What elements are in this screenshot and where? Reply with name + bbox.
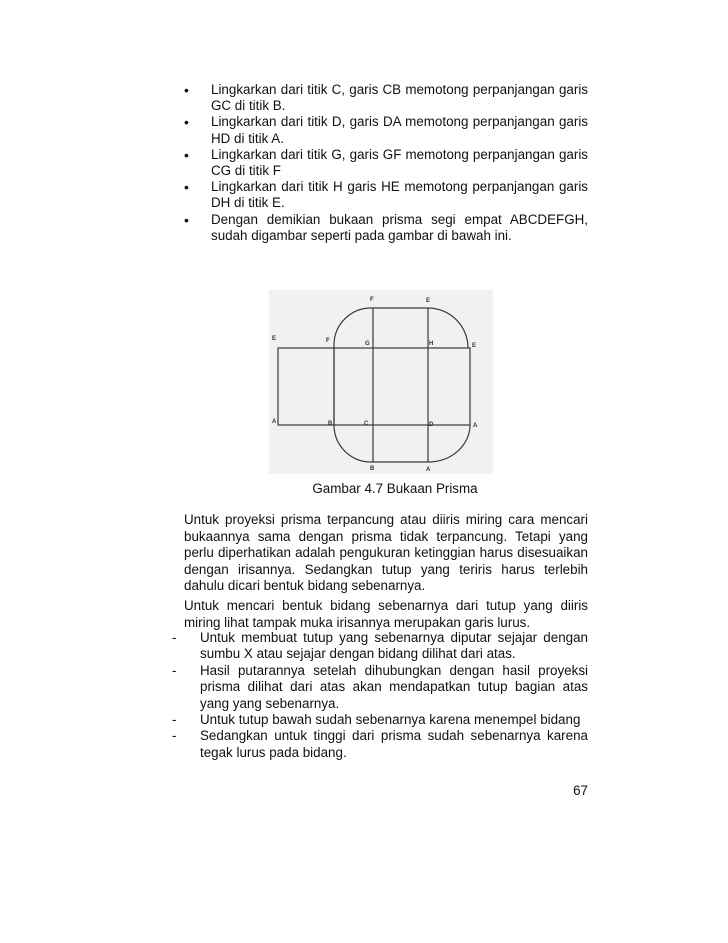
bullet-item <box>184 82 588 114</box>
dash-item <box>172 630 588 663</box>
label-b-bottom: B <box>370 466 375 472</box>
bullet-text: • Lingkarkan dari titik C, garis CB memotong perpanjangan garis GC di titik B. <box>211 82 588 114</box>
page-number: 67 <box>573 783 588 798</box>
dash-item <box>172 712 588 728</box>
label-e-left: E <box>272 336 277 342</box>
paragraph-true-shape: Untuk mencari bentuk bidang sebenarnya dari tutup yang diiris miring lihat tampak muka irisannya merupakan garis lurus. <box>184 598 588 630</box>
dash-item-text: Sedangkan untuk tinggi dari prisma sudah sebenarnya karena tegak lurus pada bidang. <box>200 728 588 760</box>
dash-item <box>172 663 588 712</box>
label-e-right: E <box>472 343 477 349</box>
figure-caption: Gambar 4.7 Bukaan Prisma <box>312 481 478 496</box>
label-g: G <box>365 341 370 347</box>
dash-item-text: Untuk tutup bawah sudah sebenarnya karena menempel bidang <box>200 712 581 728</box>
bullet-item <box>184 179 588 211</box>
bullet-text: • Lingkarkan dari titik H garis HE memotong perpanjangan garis DH di titik E. <box>211 179 588 211</box>
label-d: D <box>429 422 434 428</box>
dash-item <box>172 728 588 761</box>
bullet-text: • Lingkarkan dari titik D, garis DA memotong perpanjangan garis HD di titik A. <box>211 114 588 146</box>
steps-dash-list <box>172 630 588 761</box>
instruction-bullet-list <box>184 82 588 244</box>
label-b-mid: B <box>328 421 333 427</box>
prism-net-diagram <box>269 290 493 474</box>
bullet-text: • Lingkarkan dari titik G, garis GF memotong perpanjangan garis CG di titik F <box>211 146 588 179</box>
bullet-text: • Dengan demikian bukaan prisma segi empat ABCDEFGH, sudah digambar seperti pada gambar di bawah ini. <box>211 211 588 243</box>
label-e-top: E <box>426 298 431 304</box>
label-f-mid: F <box>326 338 330 344</box>
dash-item-text: Hasil putarannya setelah dihubungkan dengan hasil proyeksi prisma dilihat dari atas akan mendapatkan tutup bagian atas yang yang sebenarnya. <box>200 662 588 711</box>
label-a-left: A <box>272 419 277 425</box>
bullet-item <box>184 147 588 179</box>
figure-background <box>269 290 493 474</box>
dash-item-text: Untuk membuat tutup yang sebenarnya diputar sejajar dengan sumbu X atau sejajar dengan bidang dilihat dari atas. <box>200 630 588 662</box>
label-c: C <box>364 421 369 427</box>
prism-net-figure <box>269 290 493 474</box>
label-a-bottom: A <box>426 467 431 473</box>
bullet-item <box>184 212 588 244</box>
label-f-top: F <box>370 297 374 303</box>
label-h: H <box>429 341 434 347</box>
label-a-right: A <box>473 423 478 429</box>
bullet-item <box>184 114 588 146</box>
paragraph-truncated-prism: Untuk proyeksi prisma terpancung atau diiris miring cara mencari bukaannya sama dengan prisma tidak terpancung. Tetapi yang perlu diperhatikan adalah pengukuran ketinggian harus disesuaikan dengan irisannya. Sedangkan tutup yang teriris harus terlebih dahulu dicari bentuk bidang sebenarnya. <box>184 512 588 594</box>
